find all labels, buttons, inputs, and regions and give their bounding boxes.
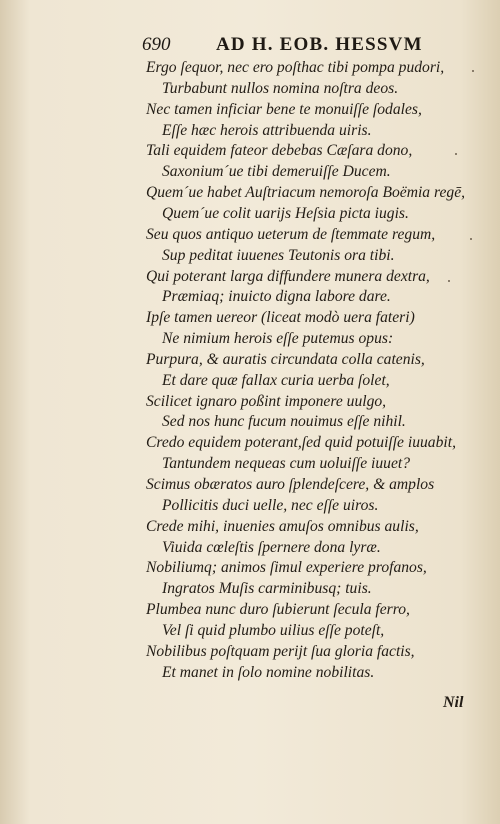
verse-line: Nobiliumq; animos ſimul experiere profanos, xyxy=(146,559,427,577)
verse-line: Crede mihi, inuenies amuſos omnibus aulis, xyxy=(146,517,419,535)
catchword: Nil xyxy=(443,694,464,711)
verse-line: Tali equidem fateor debebas Cæſara dono, xyxy=(146,142,413,160)
verse-line: Turbabunt nullos nomina noſtra deos. xyxy=(162,79,399,97)
verse-line: Credo equidem poterant,ſed quid potuiſſe iuuabit, xyxy=(146,434,456,452)
verse-line: Ne nimium herois eſſe putemus opus: xyxy=(162,330,394,348)
verse-line: Eſſe hæc herois attribuenda uiris. xyxy=(162,121,372,139)
verse-line: Et dare quæ fallax curia uerba ſolet, xyxy=(162,371,390,389)
margin-speck xyxy=(472,70,474,72)
running-head: AD H. EOB. HESSVM xyxy=(216,34,423,55)
verse-line: Qui poterant larga diffundere munera dextra, xyxy=(146,267,430,285)
verse-line: Seu quos antiquo ueterum de ſtemmate regum, xyxy=(146,225,436,243)
verse-line: Sup peditat iuuenes Teutonis ora tibi. xyxy=(162,246,395,264)
verse-line: Ergo ſequor, nec ero poſthac tibi pompa pudori, xyxy=(146,59,445,76)
page-number: 690 xyxy=(142,34,171,55)
margin-speck xyxy=(448,280,450,282)
verse-line: Quem´ue habet Auſtriacum nemoroſa Boëmia regē, xyxy=(146,184,466,202)
page-header xyxy=(142,32,442,58)
verse-line: Et manet in ſolo nomine nobilitas. xyxy=(162,663,375,681)
verse-line: Quem´ue colit uarijs Heſsia picta iugis. xyxy=(162,204,409,222)
verse-line: Purpura, & auratis circundata colla catenis, xyxy=(146,350,425,368)
verse-line: Præmiaq; inuicto digna labore dare. xyxy=(162,288,391,306)
poem-body xyxy=(0,56,500,706)
verse-line: Nobilibus poſtquam perijt ſua gloria factis, xyxy=(146,642,415,660)
verse-line: Ingratos Muſis carminibusq; tuis. xyxy=(162,580,372,598)
verse-line: Nec tamen inficiar bene te monuiſſe ſodales, xyxy=(146,100,422,118)
verse-line: Scimus obæratos auro ſplendeſcere, & amplos xyxy=(146,476,435,493)
verse-line: Vel ſi quid plumbo uilius eſſe poteſt, xyxy=(162,621,385,639)
verse-line: Scilicet ignaro poßint imponere uulgo, xyxy=(146,392,387,410)
verse-line: Saxonium´ue tibi demeruiſſe Ducem. xyxy=(162,163,391,181)
verse-line: Pollicitis duci uelle, nec eſſe uiros. xyxy=(162,496,379,514)
verse-line: Viuida cœleſtis ſpernere dona lyræ. xyxy=(162,538,381,556)
verse-line: Tantundem nequeas cum uoluiſſe iuuet? xyxy=(162,455,411,473)
verse-line: Plumbea nunc duro ſubierunt ſecula ferro, xyxy=(146,601,410,619)
margin-speck xyxy=(470,238,472,240)
verse-line: Ipſe tamen uereor (liceat modò uera fateri) xyxy=(146,309,415,327)
verse-line: Sed nos hunc fucum nouimus eſſe nihil. xyxy=(162,413,406,431)
margin-speck xyxy=(455,153,457,155)
